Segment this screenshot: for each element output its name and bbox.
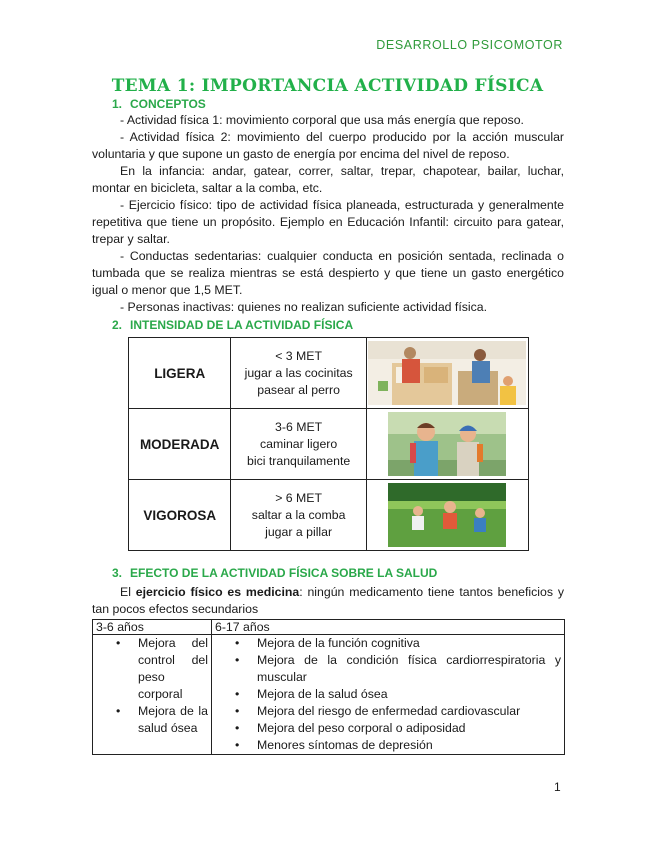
intensity-met-cell bbox=[231, 338, 366, 409]
example-activity: jugar a pillar bbox=[265, 524, 333, 539]
intro-text: El bbox=[120, 585, 136, 599]
kids-running-field-photo bbox=[388, 483, 506, 547]
section-title: EFECTO DE LA ACTIVIDAD FÍSICA SOBRE LA SALUD bbox=[130, 566, 438, 580]
list-item: • Mejora de la condición física cardiorrespiratoria y muscular bbox=[215, 652, 561, 686]
list-item: • Mejora del riesgo de enfermedad cardiovascular bbox=[215, 703, 561, 720]
intensity-met-cell bbox=[231, 409, 366, 480]
section-heading-effects bbox=[112, 566, 437, 580]
intensity-photo-cell bbox=[366, 409, 528, 480]
effects-cell bbox=[93, 635, 212, 755]
column-header: 3-6 años bbox=[93, 620, 212, 635]
concept-paragraph: - Personas inactivas: quienes no realizan suficiente actividad física. bbox=[120, 300, 488, 314]
kids-playing-kitchen-photo bbox=[368, 341, 526, 405]
table-header-row bbox=[93, 620, 565, 635]
intensity-photo-cell bbox=[366, 338, 528, 409]
intro-text: : ningún medicamento tiene tantos beneficios y tan pocos efectos secundarios bbox=[92, 585, 564, 616]
section-number: 1. bbox=[112, 97, 123, 111]
intensity-level: MODERADA bbox=[129, 409, 231, 480]
kids-walking-backpacks-photo bbox=[388, 412, 506, 476]
list-item: • Mejora del peso corporal o adiposidad bbox=[215, 720, 561, 737]
column-header: 6-17 años bbox=[212, 620, 565, 635]
example-activity: caminar ligero bbox=[260, 436, 338, 451]
example-activity: saltar a la comba bbox=[251, 507, 346, 522]
list-item: • Mejora del control del peso corporal bbox=[96, 635, 208, 703]
concept-paragraph: - Actividad física 2: movimiento del cuerpo producido por la acción muscular voluntaria y que supone un gasto de energía por encima del nivel de reposo. bbox=[92, 130, 564, 161]
intensity-level: VIGOROSA bbox=[129, 480, 231, 551]
effects-intro bbox=[92, 584, 564, 618]
effects-cell bbox=[212, 635, 565, 755]
running-header: DESARROLLO PSICOMOTOR bbox=[376, 38, 563, 52]
list-item: • Mejora de la salud ósea bbox=[215, 686, 561, 703]
intensity-met-cell bbox=[231, 480, 366, 551]
intensity-photo-cell bbox=[366, 480, 528, 551]
list-item: • Mejora de la salud ósea bbox=[96, 703, 208, 737]
table-row bbox=[129, 409, 529, 480]
table-row bbox=[129, 480, 529, 551]
section-heading-intensity bbox=[112, 318, 353, 332]
section-heading-concepts bbox=[112, 97, 206, 111]
section-number: 2. bbox=[112, 318, 123, 332]
met-value: 3-6 MET bbox=[275, 419, 323, 434]
section-title: INTENSIDAD DE LA ACTIVIDAD FÍSICA bbox=[130, 318, 354, 332]
example-activity: bici tranquilamente bbox=[247, 453, 351, 468]
section-title: CONCEPTOS bbox=[130, 97, 206, 111]
concept-paragraph: - Actividad física 1: movimiento corporal que usa más energía que reposo. bbox=[120, 113, 524, 127]
health-effects-table bbox=[92, 619, 565, 755]
intro-bold-text: ejercicio físico es medicina bbox=[135, 585, 300, 599]
concept-paragraph: - Conductas sedentarias: cualquier conducta en posición sentada, reclinada o tumbada que se realiza mientras se está despierto y que tiene un gasto energético igual o menor que 1,5 MET. bbox=[92, 249, 564, 297]
intensity-level: LIGERA bbox=[129, 338, 231, 409]
page-number: 1 bbox=[554, 780, 561, 794]
met-value: < 3 MET bbox=[275, 348, 323, 363]
page-title: TEMA 1: IMPORTANCIA ACTIVIDAD FÍSICA bbox=[111, 76, 544, 96]
concepts-text bbox=[92, 112, 564, 316]
met-value: > 6 MET bbox=[275, 490, 323, 505]
concept-paragraph: - Ejercicio físico: tipo de actividad física planeada, estructurada y generalmente repetitiva que tiene un propósito. Ejemplo en Educación Infantil: circuito para gatear, trepar y saltar. bbox=[92, 198, 564, 246]
list-item: • Mejora de la función cognitiva bbox=[215, 635, 561, 652]
example-activity: jugar a las cocinitas bbox=[244, 365, 353, 380]
section-number: 3. bbox=[112, 566, 123, 580]
concept-paragraph: En la infancia: andar, gatear, correr, saltar, trepar, chapotear, bailar, luchar, montar en bicicleta, saltar a la comba, etc. bbox=[92, 164, 564, 195]
table-row bbox=[93, 635, 565, 755]
table-row bbox=[129, 338, 529, 409]
example-activity: pasear al perro bbox=[257, 382, 340, 397]
intensity-table bbox=[128, 337, 529, 551]
list-item: • Menores síntomas de depresión bbox=[215, 737, 561, 754]
